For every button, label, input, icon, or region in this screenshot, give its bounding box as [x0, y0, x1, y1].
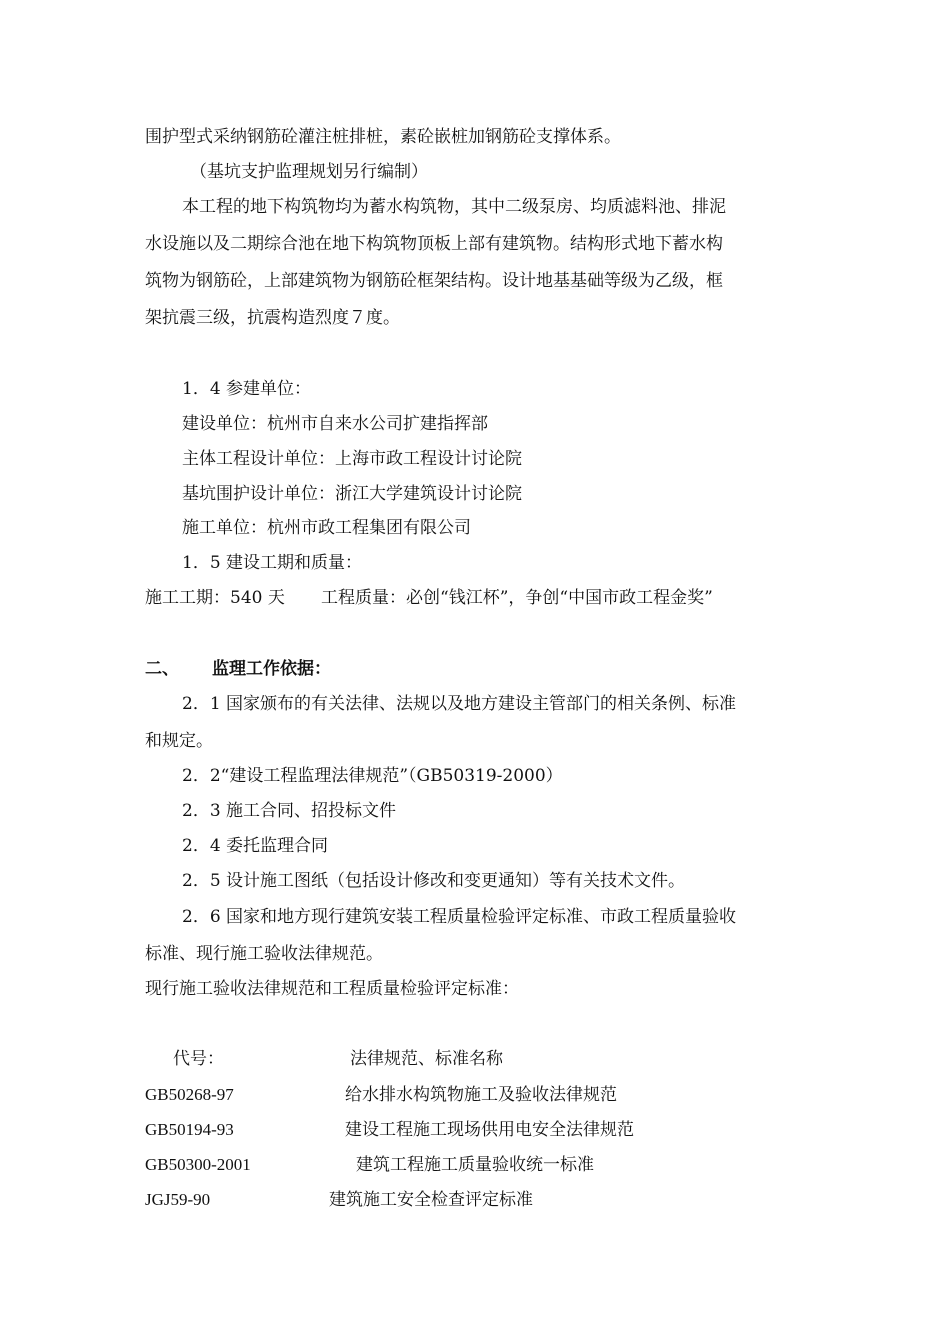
basis-item-cont: 和规定。 — [145, 731, 213, 751]
participant-contractor: 施工单位：杭州市政工程集团有限公司 — [182, 518, 471, 538]
table-header-name: 法律规范、标准名称 — [350, 1049, 503, 1069]
table-header-code: 代号： — [173, 1049, 224, 1069]
participant-designer: 主体工程设计单位：上海市政工程设计讨论院 — [182, 449, 522, 469]
standard-code: JGJ59-90 — [145, 1190, 211, 1209]
basis-item: 2．4 委托监理合同 — [182, 836, 329, 856]
standard-name: 建筑施工安全检查评定标准 — [329, 1190, 533, 1210]
paragraph-line: 水设施以及二期综合池在地下构筑物顶板上部有建筑物。结构形式地下蓄水构 — [145, 234, 723, 254]
basis-item: 2．1 国家颁布的有关法律、法规以及地方建设主管部门的相关条例、标准 — [182, 694, 737, 714]
standard-name: 建设工程施工现场供用电安全法律规范 — [345, 1120, 634, 1140]
paragraph-note: （基坑支护监理规划另行编制） — [190, 162, 428, 182]
basis-item-cont: 标准、现行施工验收法律规范。 — [145, 944, 383, 964]
standard-code: GB50300-2001 — [145, 1155, 251, 1174]
section-title: 1．4 参建单位： — [182, 379, 312, 399]
paragraph-line: 筑物为钢筋砼，上部建筑物为钢筋砼框架结构。设计地基基础等级为乙级，框 — [145, 271, 723, 291]
section-title: 1．5 建设工期和质量： — [182, 553, 363, 573]
participant-pit-designer: 基坑围护设计单位：浙江大学建筑设计讨论院 — [182, 484, 522, 504]
standard-code: GB50194-93 — [145, 1120, 234, 1139]
standard-name: 建筑工程施工质量验收统一标准 — [356, 1155, 594, 1175]
standard-name: 给水排水构筑物施工及验收法律规范 — [345, 1085, 617, 1105]
heading-number: 二、 — [145, 659, 179, 679]
basis-item: 2．3 施工合同、招投标文件 — [182, 801, 397, 821]
paragraph-line: 架抗震三级，抗震构造烈度７度。 — [145, 308, 400, 328]
basis-item: 2．6 国家和地方现行建筑安装工程质量检验评定标准、市政工程质量验收 — [182, 907, 737, 927]
paragraph-line: 本工程的地下构筑物均为蓄水构筑物，其中二级泵房、均质滤料池、排泥 — [182, 197, 726, 217]
standards-intro: 现行施工验收法律规范和工程质量检验评定标准： — [145, 979, 519, 999]
paragraph-line: 围护型式采纳钢筋砼灌注桩排桩，素砼嵌桩加钢筋砼支撑体系。 — [145, 127, 621, 147]
heading-title: 监理工作依据： — [212, 659, 331, 679]
basis-item: 2．5 设计施工图纸（包括设计修改和变更通知）等有关技术文件。 — [182, 871, 686, 891]
quality-goal: 工程质量：必创“钱江杯”，争创“中国市政工程金奖” — [321, 588, 713, 608]
participant-owner: 建设单位：杭州市自来水公司扩建指挥部 — [182, 414, 488, 434]
schedule-duration: 施工工期：540 天 — [145, 588, 285, 608]
basis-item: 2．2“建设工程监理法律规范”（GB50319-2000） — [182, 766, 563, 786]
standard-code: GB50268-97 — [145, 1085, 234, 1104]
